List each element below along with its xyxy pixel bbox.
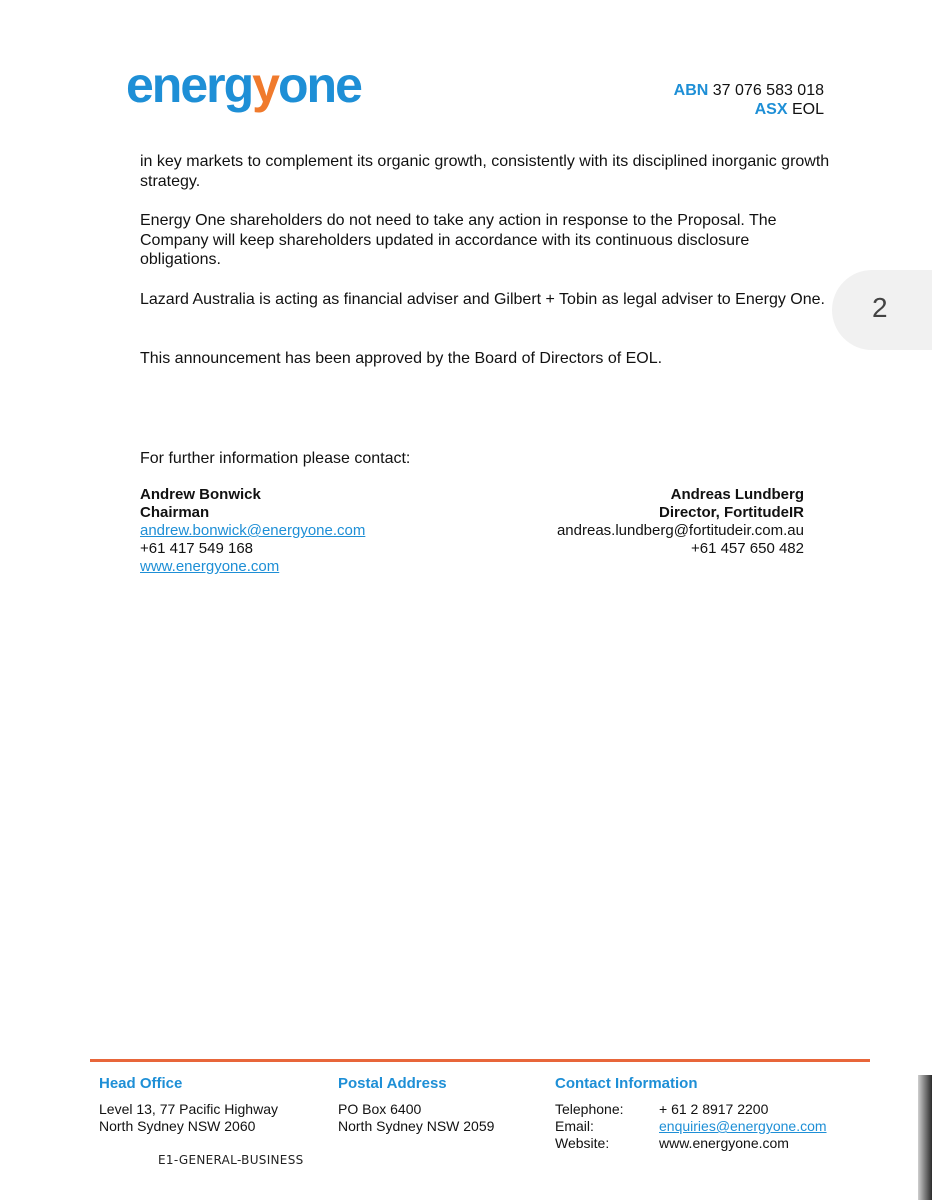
corporate-identifiers	[674, 81, 824, 119]
footer-heading: Postal Address	[338, 1075, 447, 1092]
footer-heading: Head Office	[99, 1075, 183, 1092]
website-row	[555, 1135, 827, 1152]
asx-label: ASX	[754, 101, 788, 118]
address-line: Level 13, 77 Pacific Highway	[99, 1101, 278, 1117]
abn-label: ABN	[673, 82, 709, 99]
device-edge	[918, 1075, 932, 1200]
contact-email: andreas.lundberg@fortitudeir.com.au	[556, 522, 804, 539]
address-line: North Sydney NSW 2060	[99, 1118, 256, 1134]
classification-label: E1-GENERAL-BUSINESS	[158, 1153, 304, 1167]
footer-heading: Contact Information	[555, 1075, 698, 1092]
contact-phone: +61 417 549 168	[140, 540, 254, 557]
contact-title: Director, FortitudeIR	[658, 504, 804, 521]
logo-text-part1: energ	[126, 57, 253, 113]
paragraph-shareholder-action: Energy One shareholders do not need to take any action in response to the Proposal. The Company will keep shareholders updated in accordance with its continuous disclosure obligations.	[140, 212, 777, 268]
paragraph-board-approval: This announcement has been approved by the Board of Directors of EOL.	[140, 350, 663, 367]
address-line: PO Box 6400	[338, 1101, 422, 1117]
email-link[interactable]: enquiries@energyone.com	[659, 1118, 827, 1134]
paragraph-advisers: Lazard Australia is acting as financial adviser and Gilbert + Tobin as legal adviser to Energy One.	[140, 291, 825, 308]
energyone-logo	[126, 57, 361, 113]
contact-website-link[interactable]: www.energyone.com	[140, 558, 280, 575]
footer-contact-information	[555, 1075, 827, 1152]
website-label: Website:	[555, 1135, 610, 1151]
abn-line	[674, 81, 824, 100]
asx-value: EOL	[791, 101, 824, 118]
email-row	[555, 1118, 827, 1135]
footer-postal-address	[338, 1075, 494, 1135]
asx-line	[674, 100, 824, 119]
telephone-row	[555, 1101, 827, 1118]
abn-value: 37 076 583 018	[712, 82, 824, 99]
telephone-label: Telephone:	[555, 1101, 624, 1117]
footer-head-office	[99, 1075, 278, 1135]
address-line: North Sydney NSW 2059	[338, 1118, 495, 1134]
contact-block-investor-relations	[557, 486, 804, 558]
telephone-value: + 61 2 8917 2200	[659, 1101, 769, 1117]
logo-text-part2: y	[252, 57, 278, 113]
further-information-heading: For further information please contact:	[140, 450, 411, 467]
logo-text-part3: one	[277, 57, 361, 113]
website-value: www.energyone.com	[659, 1135, 789, 1151]
contact-name: Andrew Bonwick	[140, 486, 261, 503]
paragraph-growth-strategy: in key markets to complement its organic growth, consistently with its disciplined inorganic growth strategy.	[140, 153, 830, 190]
email-label: Email:	[555, 1118, 594, 1134]
contact-block-chairman	[140, 486, 365, 576]
contact-phone: +61 457 650 482	[690, 540, 804, 557]
page-number-indicator[interactable]	[832, 270, 932, 350]
footer-divider	[90, 1059, 870, 1062]
contact-email-link[interactable]: andrew.bonwick@energyone.com	[140, 522, 366, 539]
page-number: 2	[872, 292, 888, 323]
contact-name: Andreas Lundberg	[670, 486, 804, 503]
contact-title: Chairman	[140, 504, 210, 521]
